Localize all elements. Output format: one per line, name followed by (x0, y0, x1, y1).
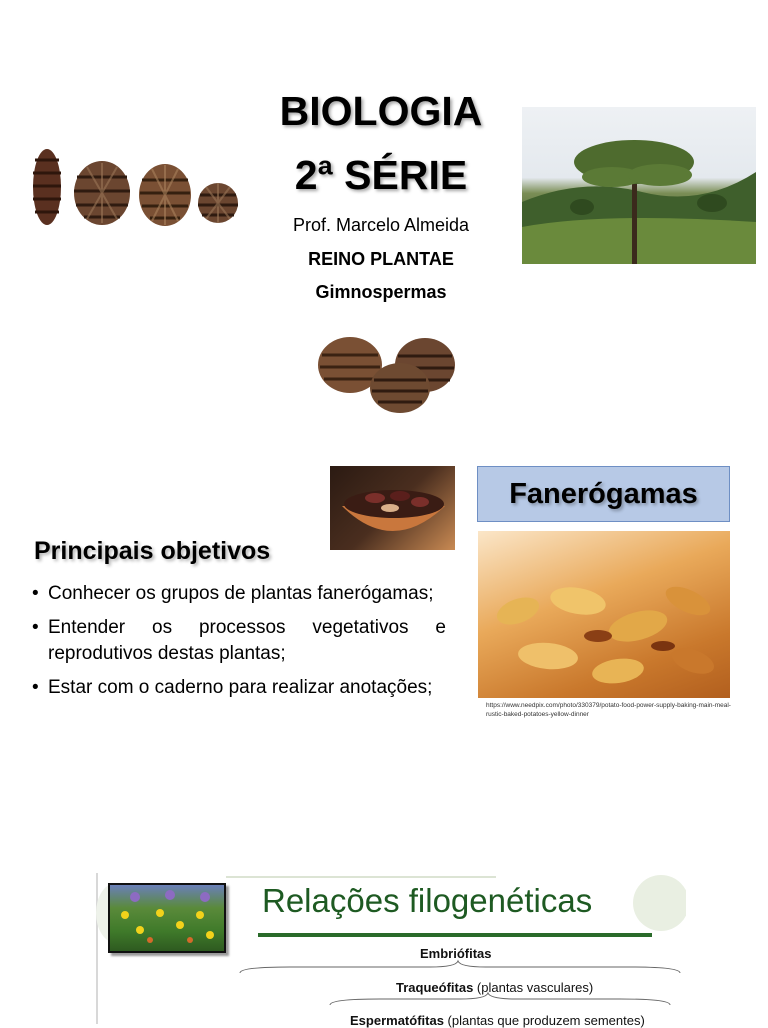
list-item (32, 675, 446, 701)
title-subject: BIOLOGIA (279, 88, 483, 134)
objective-text-1: Conhecer os grupos de plantas fanerógamas; (48, 583, 434, 604)
objectives-list (32, 581, 446, 709)
list-item (32, 581, 446, 607)
title-grade: 2ª SÉRIE (294, 152, 468, 198)
pinhao-bowl-photo (330, 466, 455, 550)
espermatofitas-name: Espermatófitas (350, 1013, 444, 1028)
pine-cone-4-icon (198, 183, 238, 223)
pine-cone-1-icon (33, 149, 61, 225)
objectives-heading: Principais objetivos (34, 537, 271, 565)
faneragamas-title: Fanerógamas (509, 477, 698, 510)
list-item (32, 615, 446, 667)
faneragamas-title-box (477, 466, 730, 522)
slide-1 (0, 0, 768, 430)
phylogeny-title: Relações filogenéticas (262, 882, 593, 919)
bullet-icon: • (32, 617, 39, 638)
pine-cones-pair-image (300, 320, 470, 420)
objective-text-3: Estar com o caderno para realizar anotações; (48, 677, 433, 698)
image-source-url[interactable]: https://www.needpix.com/photo/330379/potato-food-power-supply-baking-main-meal-rustic-baked-potatoes-yellow-dinner (486, 702, 731, 718)
label-embriofitas: Embriófitas (420, 946, 492, 961)
pine-cone-front-icon (370, 363, 430, 413)
baked-potatoes-photo (478, 531, 730, 698)
traqueofitas-desc: (plantas vasculares) (473, 980, 594, 995)
pine-cone-3-icon (139, 164, 191, 226)
teacher-name: Prof. Marcelo Almeida (292, 215, 470, 235)
group-label: Gimnospermas (315, 282, 447, 302)
label-espermatofitas (350, 1013, 645, 1028)
bullet-icon: • (32, 677, 39, 698)
araucaria-tree-photo (522, 107, 756, 264)
traqueofitas-name: Traqueófitas (396, 980, 474, 995)
label-traqueofitas (396, 980, 593, 995)
bullet-icon: • (32, 583, 39, 604)
objective-text-2: Entender os processos vegetativos e reprodutivos destas plantas; (48, 617, 446, 664)
pine-cones-image (22, 135, 246, 235)
kingdom-label: REINO PLANTAE (308, 249, 454, 269)
title-underline (258, 933, 652, 937)
pine-cone-2-icon (74, 161, 130, 225)
flowers-photo (108, 883, 226, 953)
espermatofitas-desc: (plantas que produzem sementes) (443, 1013, 645, 1028)
